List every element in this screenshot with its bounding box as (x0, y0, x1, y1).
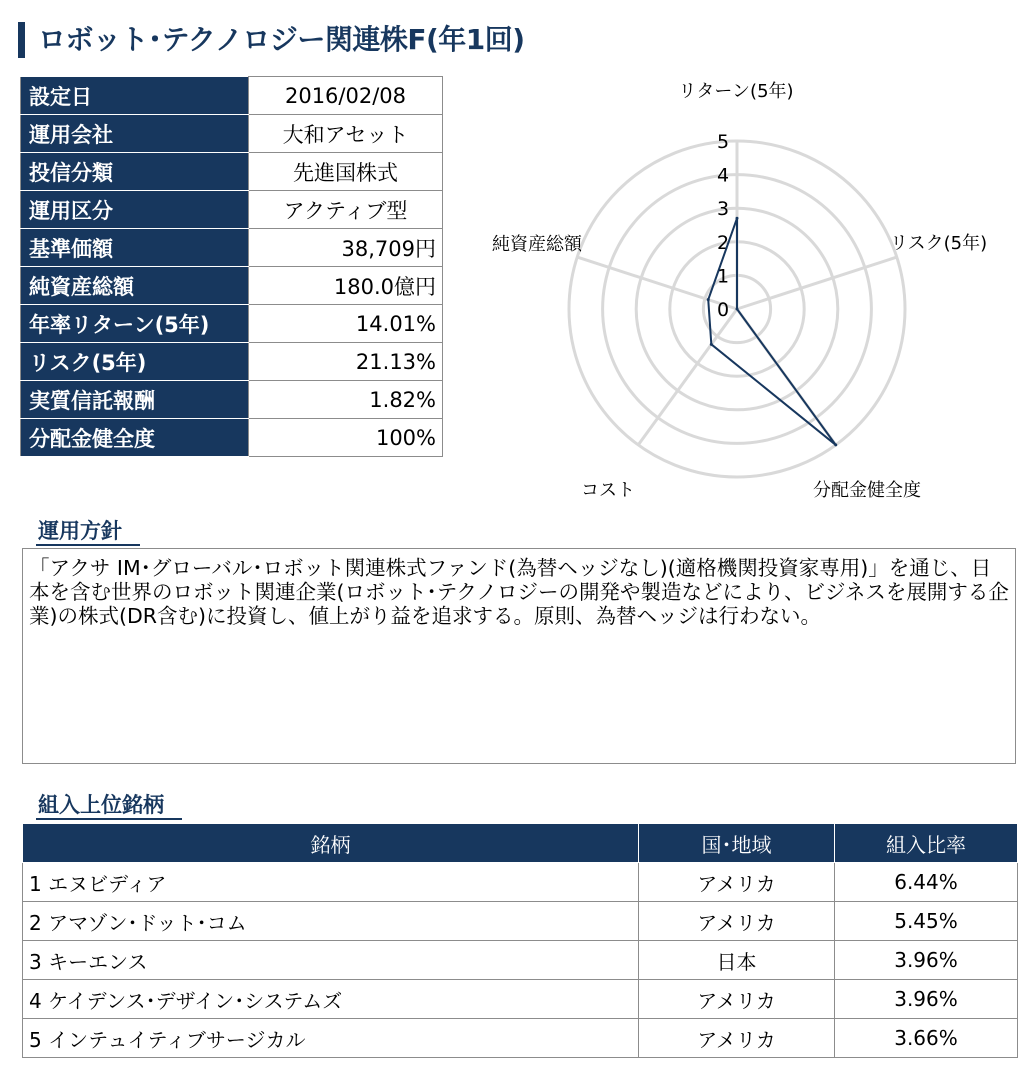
fund-info-label: 運用会社 (21, 115, 249, 153)
policy-text: 「アクサ IM･グローバル･ロボット関連株式ファンド(為替ヘッジなし)(適格機関投資家専用)」を通じ、日本を含む世界のロボット関連企業(ロボット･テクノロジーの開発や製造などにより、ビジネスを展開する企業)の株式(DR含む)に投資し、値上がり益を追求する。原則、為替ヘッジは行わない。 (22, 548, 1016, 764)
table-row (23, 1019, 1018, 1058)
holdings-table (22, 823, 1018, 1058)
fund-info-value: 先進国株式 (249, 153, 443, 191)
fund-info-label: 実質信託報酬 (21, 381, 249, 419)
radar-axis-label: リスク(5年) (890, 233, 988, 254)
fund-info-value: 大和アセット (249, 115, 443, 153)
holding-region: 日本 (639, 941, 835, 980)
fund-info-row (21, 153, 443, 191)
fund-info-value: 180.0億円 (249, 267, 443, 305)
holding-name: 1 エヌビディア (23, 863, 639, 902)
holdings-header-row (23, 824, 1018, 863)
radar-axis-label: 分配金健全度 (813, 480, 921, 501)
fund-info-table (20, 76, 443, 457)
table-row (23, 941, 1018, 980)
radar-data-point (710, 343, 713, 346)
holding-region: アメリカ (639, 980, 835, 1019)
radar-axis-label: コスト (581, 480, 635, 501)
holding-region: アメリカ (639, 863, 835, 902)
fund-info-value: 2016/02/08 (249, 77, 443, 115)
page-title: ロボット･テクノロジー関連株F(年1回) (38, 23, 525, 56)
fund-info-row (21, 305, 443, 343)
holding-ratio: 3.66% (835, 1019, 1018, 1058)
radar-tick-label: 4 (716, 164, 730, 187)
fund-info-row (21, 115, 443, 153)
fund-info-value: 38,709円 (249, 229, 443, 267)
radar-data-point (736, 217, 739, 220)
fund-info-label: 純資産総額 (21, 267, 249, 305)
fund-info-label: 分配金健全度 (21, 419, 249, 457)
fund-info-value: 21.13% (249, 343, 443, 381)
holding-region: アメリカ (639, 1019, 835, 1058)
fund-info-row (21, 419, 443, 457)
holding-ratio: 3.96% (835, 980, 1018, 1019)
radar-chart-svg (462, 76, 1024, 506)
holding-ratio: 3.96% (835, 941, 1018, 980)
holding-name: 2 アマゾン･ドット･コム (23, 902, 639, 941)
holdings-heading: 組入上位銘柄 (36, 792, 182, 820)
fund-info-row (21, 381, 443, 419)
table-row (23, 863, 1018, 902)
radar-spoke (577, 257, 737, 309)
fund-info-label: 運用区分 (21, 191, 249, 229)
fund-info-label: 設定日 (21, 77, 249, 115)
fund-info-label: 投信分類 (21, 153, 249, 191)
radar-tick-label: 1 (716, 265, 730, 288)
fund-info-label: 基準価額 (21, 229, 249, 267)
radar-data-point (834, 443, 837, 446)
fund-info-row (21, 191, 443, 229)
fund-info-row (21, 77, 443, 115)
radar-tick-label: 2 (716, 231, 730, 254)
fund-info-value: 1.82% (249, 381, 443, 419)
radar-spoke (737, 257, 897, 309)
radar-chart (462, 76, 1024, 506)
policy-heading: 運用方針 (36, 518, 140, 546)
radar-tick-label: 5 (716, 131, 730, 153)
fund-info-row (21, 229, 443, 267)
holding-ratio: 6.44% (835, 863, 1018, 902)
col-header-region: 国･地域 (639, 824, 835, 863)
fund-info-label: リスク(5年) (21, 343, 249, 381)
radar-spoke (638, 309, 737, 445)
fund-info-row (21, 267, 443, 305)
fund-info-row (21, 343, 443, 381)
holding-region: アメリカ (639, 902, 835, 941)
col-header-name: 銘柄 (23, 824, 639, 863)
holding-ratio: 5.45% (835, 902, 1018, 941)
holding-name: 3 キーエンス (23, 941, 639, 980)
table-row (23, 902, 1018, 941)
holding-name: 4 ケイデンス･デザイン･システムズ (23, 980, 639, 1019)
radar-axis-label: 純資産総額 (492, 234, 582, 255)
col-header-ratio: 組入比率 (835, 824, 1018, 863)
fund-info-value: アクティブ型 (249, 191, 443, 229)
radar-tick-label: 0 (716, 299, 730, 321)
radar-data-point (707, 298, 710, 301)
holding-name: 5 インテュイティブサージカル (23, 1019, 639, 1058)
radar-tick-label: 3 (716, 198, 730, 221)
table-row (23, 980, 1018, 1019)
radar-axis-label: リターン(5年) (678, 81, 794, 102)
fund-info-label: 年率リターン(5年) (21, 305, 249, 343)
title-accent-bar (18, 22, 25, 58)
fund-info-value: 100% (249, 419, 443, 457)
fund-info-value: 14.01% (249, 305, 443, 343)
radar-data-point (736, 308, 739, 311)
